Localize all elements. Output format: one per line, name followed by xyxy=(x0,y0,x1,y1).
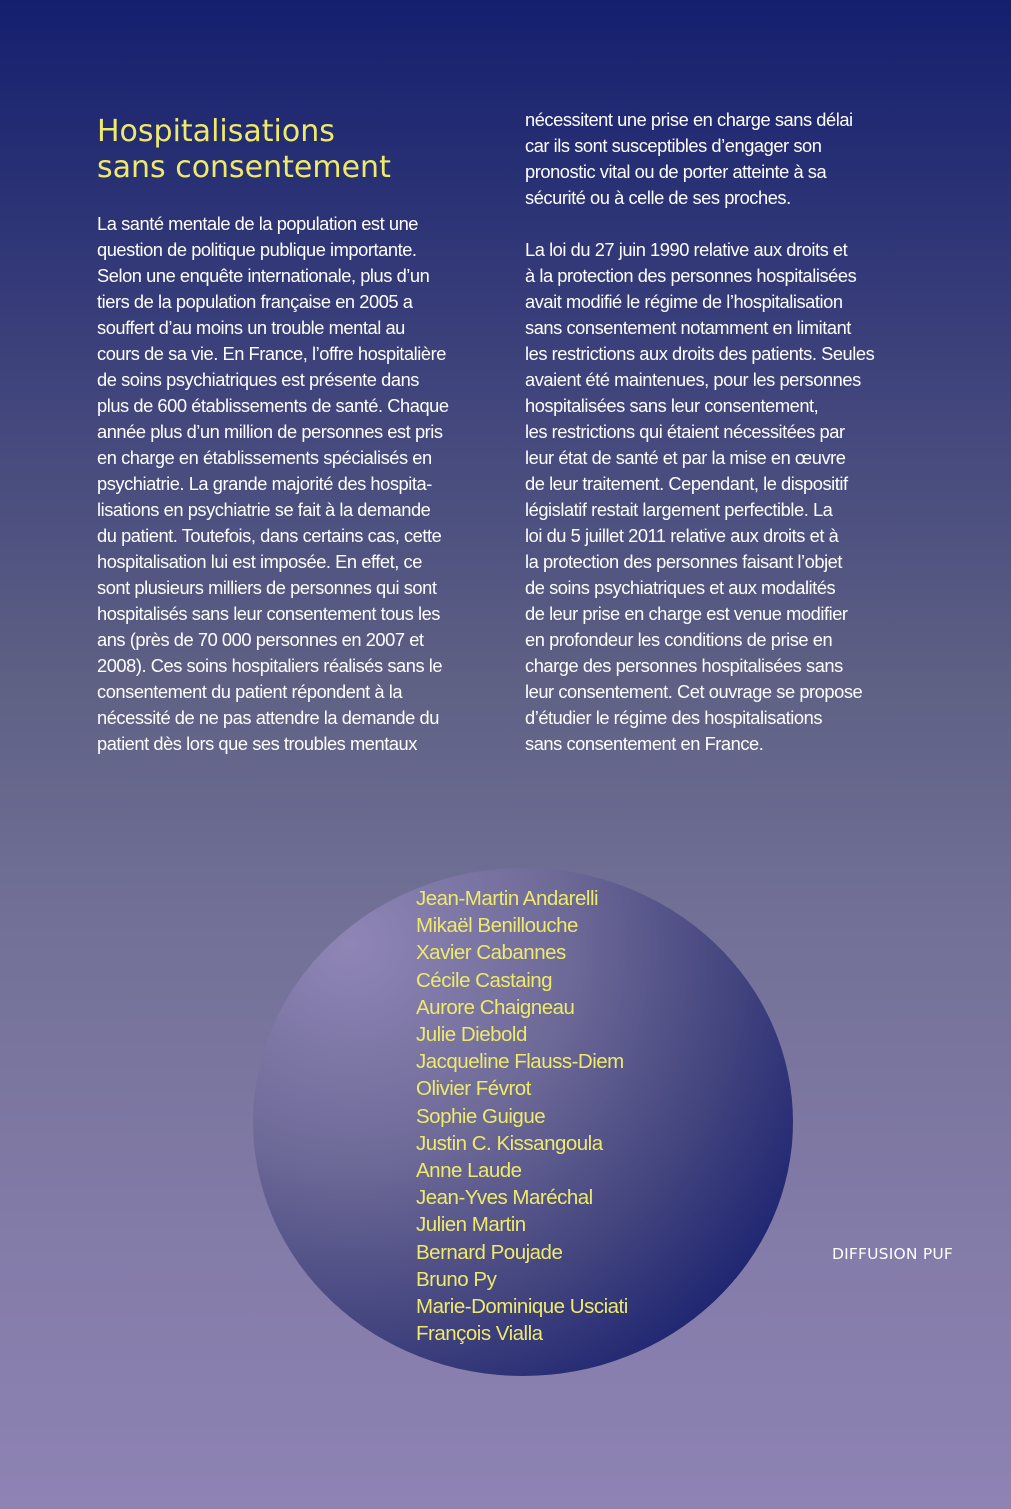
text-line: charge des personnes hospitalisées sans xyxy=(525,655,843,676)
text-line: de soins psychiatriques est présente dans xyxy=(97,369,419,390)
text-line: question de politique publique importante. xyxy=(97,239,417,260)
text-line: ans (près de 70 000 personnes en 2007 et xyxy=(97,629,424,650)
text-line: nécessité de ne pas attendre la demande du xyxy=(97,707,439,728)
text-line: hospitalisés sans leur consentement tous les xyxy=(97,603,440,624)
text-line: sont plusieurs milliers de personnes qui sont xyxy=(97,577,437,598)
author-name: Julie Diebold xyxy=(416,1023,527,1047)
text-line: à la protection des personnes hospitalisées xyxy=(525,265,857,286)
text-line: leur consentement. Cet ouvrage se propose xyxy=(525,681,863,702)
text-line: avaient été maintenues, pour les personnes xyxy=(525,369,861,390)
text-line: cours de sa vie. En France, l’offre hospitalière xyxy=(97,343,446,364)
text-line: d’étudier le régime des hospitalisations xyxy=(525,707,823,728)
text-line: de leur prise en charge est venue modifier xyxy=(525,603,848,624)
author-name: Jean-Yves Maréchal xyxy=(416,1186,593,1210)
text-line: avait modifié le régime de l’hospitalisation xyxy=(525,291,843,312)
author-name: Sophie Guigue xyxy=(416,1104,546,1128)
author-name: Bruno Py xyxy=(416,1267,497,1291)
text-line: 2008). Ces soins hospitaliers réalisés sans le xyxy=(97,655,443,676)
text-line: La loi du 27 juin 1990 relative aux droits et xyxy=(525,239,848,260)
text-line: les restrictions aux droits des patients. Seules xyxy=(525,343,875,364)
text-line: lisations en psychiatrie se fait à la demande xyxy=(97,499,431,520)
text-line: de soins psychiatriques et aux modalités xyxy=(525,577,836,598)
author-name: Cécile Castaing xyxy=(416,968,553,992)
text-line: patient dès lors que ses troubles mentaux xyxy=(97,733,417,754)
text-line: du patient. Toutefois, dans certains cas, cette xyxy=(97,525,442,546)
author-name: Anne Laude xyxy=(416,1159,522,1183)
text-line: souffert d’au moins un trouble mental au xyxy=(97,317,405,338)
author-name: Bernard Poujade xyxy=(416,1240,563,1264)
text-line: en charge en établissements spécialisés en xyxy=(97,447,432,468)
author-list xyxy=(416,885,628,1347)
text-line: sans consentement en France. xyxy=(525,733,764,754)
author-name: François Vialla xyxy=(416,1322,543,1346)
text-line: les restrictions qui étaient nécessitées par xyxy=(525,421,845,442)
text-line: législatif restait largement perfectible. La xyxy=(525,499,833,520)
summary-right-column xyxy=(525,107,925,757)
book-title-line-2: sans consentement xyxy=(97,150,391,185)
text-line: La santé mentale de la population est une xyxy=(97,213,419,234)
paragraph-gap xyxy=(525,211,925,237)
text-line: sécurité ou à celle de ses proches. xyxy=(525,187,791,208)
text-line: en profondeur les conditions de prise en xyxy=(525,629,833,650)
text-line: de leur traitement. Cependant, le dispositif xyxy=(525,473,848,494)
author-name: Xavier Cabannes xyxy=(416,941,566,965)
publisher-label: DIFFUSION PUF xyxy=(832,1245,954,1263)
text-line: loi du 5 juillet 2011 relative aux droits et à xyxy=(525,525,839,546)
author-name: Olivier Févrot xyxy=(416,1077,531,1101)
text-line: nécessitent une prise en charge sans délai xyxy=(525,109,853,130)
text-line: plus de 600 établissements de santé. Chaque xyxy=(97,395,449,416)
text-line: sans consentement notamment en limitant xyxy=(525,317,851,338)
text-line: hospitalisation lui est imposée. En effet, ce xyxy=(97,551,422,572)
text-line: car ils sont susceptibles d’engager son xyxy=(525,135,822,156)
summary-left-column xyxy=(97,211,497,757)
text-line: consentement du patient répondent à la xyxy=(97,681,403,702)
author-name: Mikaël Benillouche xyxy=(416,914,578,938)
book-title xyxy=(97,114,391,186)
author-name: Aurore Chaigneau xyxy=(416,995,575,1019)
text-line: la protection des personnes faisant l’objet xyxy=(525,551,843,572)
text-line: leur état de santé et par la mise en œuvre xyxy=(525,447,846,468)
author-name: Jacqueline Flauss-Diem xyxy=(416,1050,624,1074)
text-line: psychiatrie. La grande majorité des hospita- xyxy=(97,473,432,494)
text-line: Selon une enquête internationale, plus d’un xyxy=(97,265,430,286)
text-line: hospitalisées sans leur consentement, xyxy=(525,395,819,416)
text-line: pronostic vital ou de porter atteinte à sa xyxy=(525,161,827,182)
text-line: tiers de la population française en 2005 a xyxy=(97,291,413,312)
text-line: année plus d’un million de personnes est pris xyxy=(97,421,443,442)
book-title-line-1: Hospitalisations xyxy=(97,114,335,149)
author-name: Jean-Martin Andarelli xyxy=(416,887,599,910)
author-name: Marie-Dominique Usciati xyxy=(416,1295,628,1319)
author-name: Julien Martin xyxy=(416,1213,526,1237)
author-name: Justin C. Kissangoula xyxy=(416,1131,603,1155)
